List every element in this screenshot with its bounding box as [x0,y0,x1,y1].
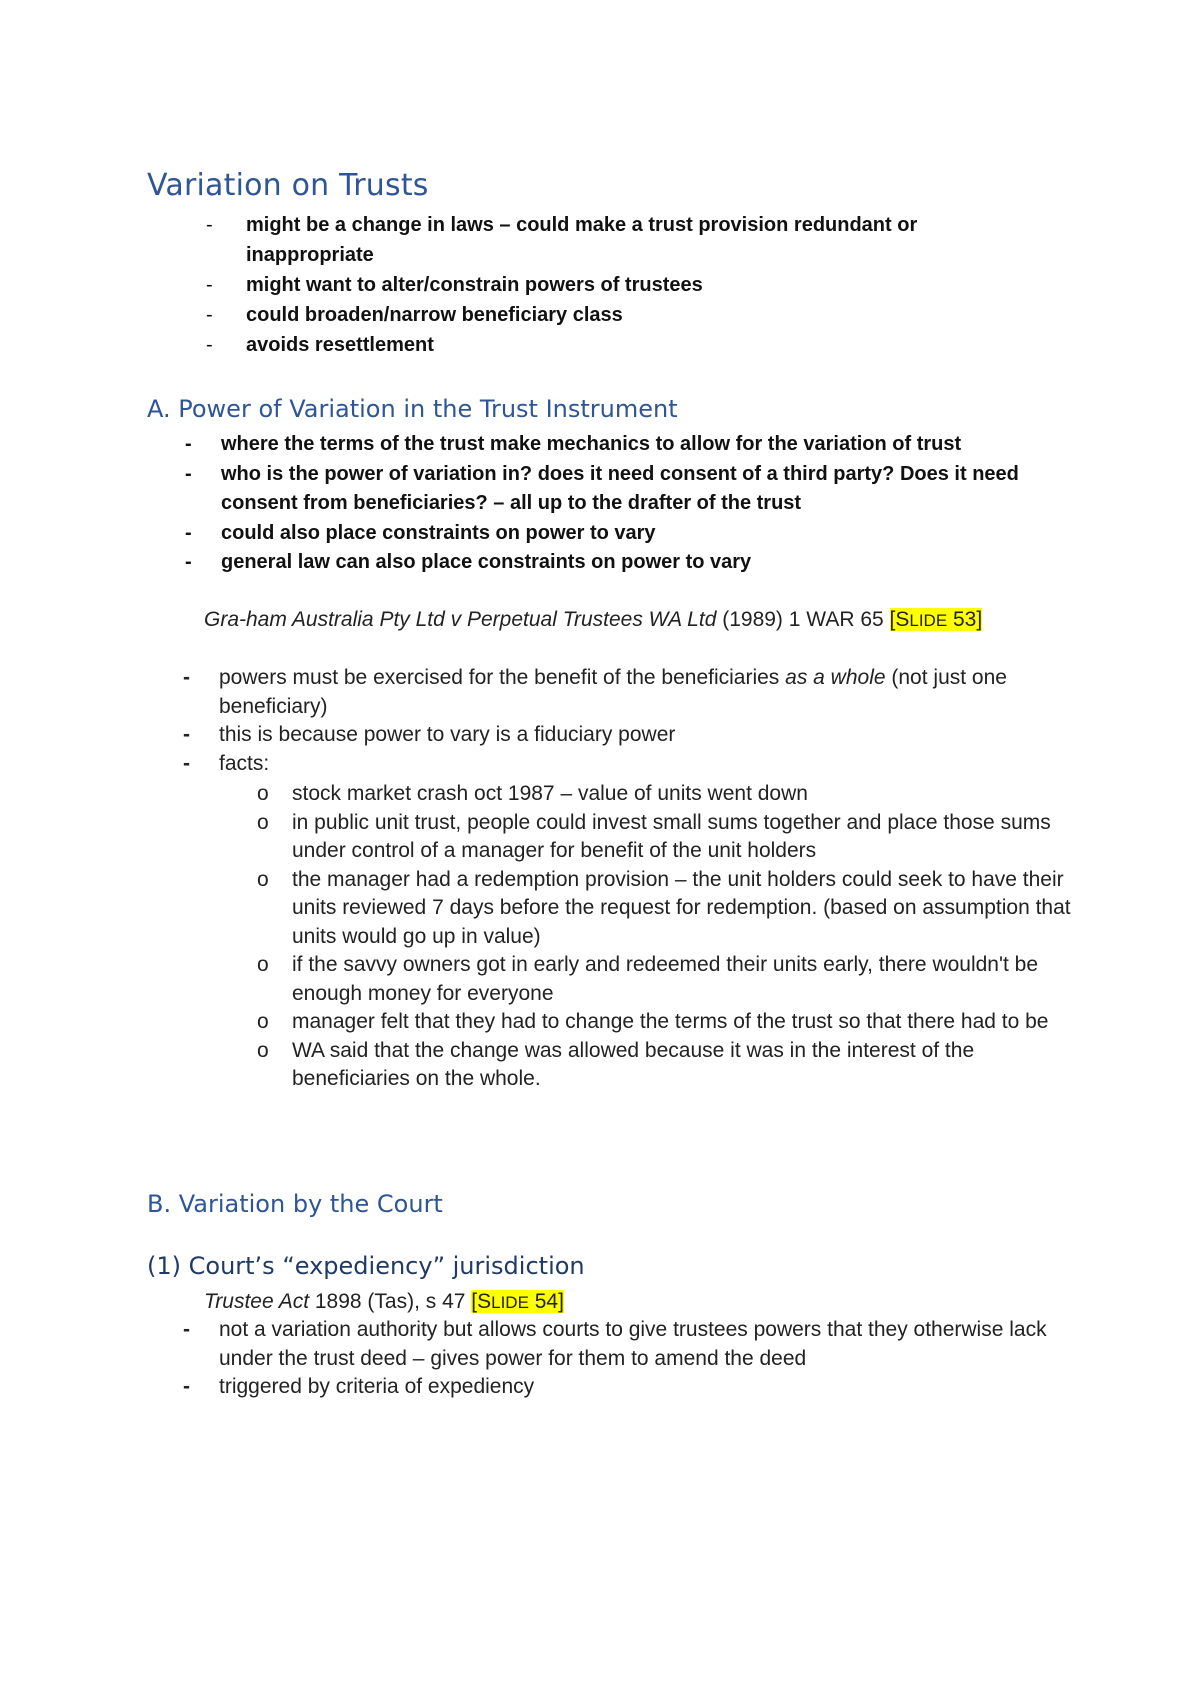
circle-bullet: o [257,953,269,976]
list-item-text: facts: [219,751,270,775]
section-a-heading: A. Power of Variation in the Trust Instrument [147,395,678,423]
slide-label: LIDE [491,1293,529,1312]
dash-bullet: - [206,214,213,236]
slide-suffix: 54] [528,1290,564,1313]
list-item [257,780,1072,809]
list-item-text: powers must be exercised for the benefit of the beneficiaries [219,666,786,689]
list-item [183,750,1069,779]
dash-bullet: - [185,521,192,544]
list-item [257,951,1072,1008]
list-item [183,1373,1079,1402]
list-item-text: (not just one beneficiary) [219,666,1007,718]
list-item [185,548,1061,578]
case-name: Gra-ham Australia Pty Ltd v Perpetual Trustees WA Ltd [204,608,717,631]
dash-bullet: - [183,1375,190,1398]
list-item-text: this is because power to vary is a fiduciary power [219,723,676,746]
list-item-text: where the terms of the trust make mechanics to allow for the variation of trust [221,433,962,455]
circle-bullet: o [257,867,269,891]
dash-bullet: - [185,551,192,573]
case-citation [204,606,1064,635]
slide-reference [471,1290,564,1313]
list-item [257,1037,1072,1094]
section-b-subheading: (1) Court’s “expediency” jurisdiction [147,1252,585,1280]
case-citation-text: (1989) 1 WAR 65 [716,608,890,631]
list-item-text: triggered by criteria of expediency [219,1375,535,1398]
list-item [183,1316,1079,1373]
list-item-text: WA said that the change was allowed because it was in the interest of the beneficiaries on the whole. [292,1038,975,1090]
dash-bullet: - [206,274,213,296]
section-a-list [185,430,1061,578]
list-item [183,721,1069,750]
list-item [206,270,1026,300]
dash-bullet: - [183,1318,190,1341]
list-item [257,809,1072,866]
list-item-text: stock market crash oct 1987 – value of units went down [292,782,808,805]
circle-bullet: o [257,810,269,834]
dash-bullet: - [183,723,190,746]
slide-suffix: 53] [947,608,983,631]
list-item-text: the manager had a redemption provision – the unit holders could seek to have their units reviewed 7 days before the request for redemption. (based on assumption that units would go up in value) [292,867,1071,948]
dash-bullet: - [206,334,213,356]
intro-list [206,210,1026,360]
page-title: Variation on Trusts [147,168,429,203]
list-item-text: avoids resettlement [246,334,434,356]
dash-bullet: - [183,666,190,689]
list-item [185,430,1061,460]
list-item-text: not a variation authority but allows courts to give trustees powers that they otherwise lack under the trust deed – gives power for them to amend the deed [219,1318,1047,1370]
case-points-list [183,664,1069,778]
circle-bullet: o [257,782,269,805]
list-item-text: general law can also place constraints on power to vary [221,551,752,573]
circle-bullet: o [257,1038,269,1062]
slide-label: LIDE [909,611,948,630]
list-item-text: in public unit trust, people could invest small sums together and place those sums under control of a manager for benefit of the unit holders [292,810,1051,862]
list-item-text: might want to alter/constrain powers of trustees [246,274,703,296]
list-item [206,330,1026,360]
act-name: Trustee Act [204,1290,310,1313]
list-item [185,519,1061,549]
dash-bullet: - [206,304,213,326]
dash-bullet: - [185,462,192,485]
list-item [257,866,1072,952]
facts-list [257,780,1072,1094]
dash-bullet: - [185,433,192,455]
act-citation [204,1288,564,1317]
slide-prefix: [S [889,608,910,631]
list-item-text: might be a change in laws – could make a trust provision redundant or inappropriate [246,214,918,266]
list-item-text: could broaden/narrow beneficiary class [246,304,623,326]
list-item-text: could also place constraints on power to vary [221,521,656,544]
section-b-heading: B. Variation by the Court [147,1190,443,1218]
list-item [183,664,1069,721]
list-item [257,1008,1072,1037]
list-item-text: if the savvy owners got in early and redeemed their units early, there wouldn't be enough money for everyone [292,953,1039,1005]
circle-bullet: o [257,1010,269,1033]
slide-reference [890,608,983,631]
list-item-text: manager felt that they had to change the terms of the trust so that there had to be [292,1010,1049,1033]
list-item [185,460,1061,519]
act-citation-text: 1898 (Tas), s 47 [309,1290,472,1313]
list-item-emphasis: as a whole [785,666,886,689]
dash-bullet: - [183,751,190,775]
list-item-text: who is the power of variation in? does it need consent of a third party? Does it need consent from beneficiaries? – all up to the drafter of the trust [221,462,1019,514]
section-b-list [183,1316,1079,1402]
list-item [206,300,1026,330]
slide-prefix: [S [471,1290,492,1313]
list-item [206,210,1026,270]
